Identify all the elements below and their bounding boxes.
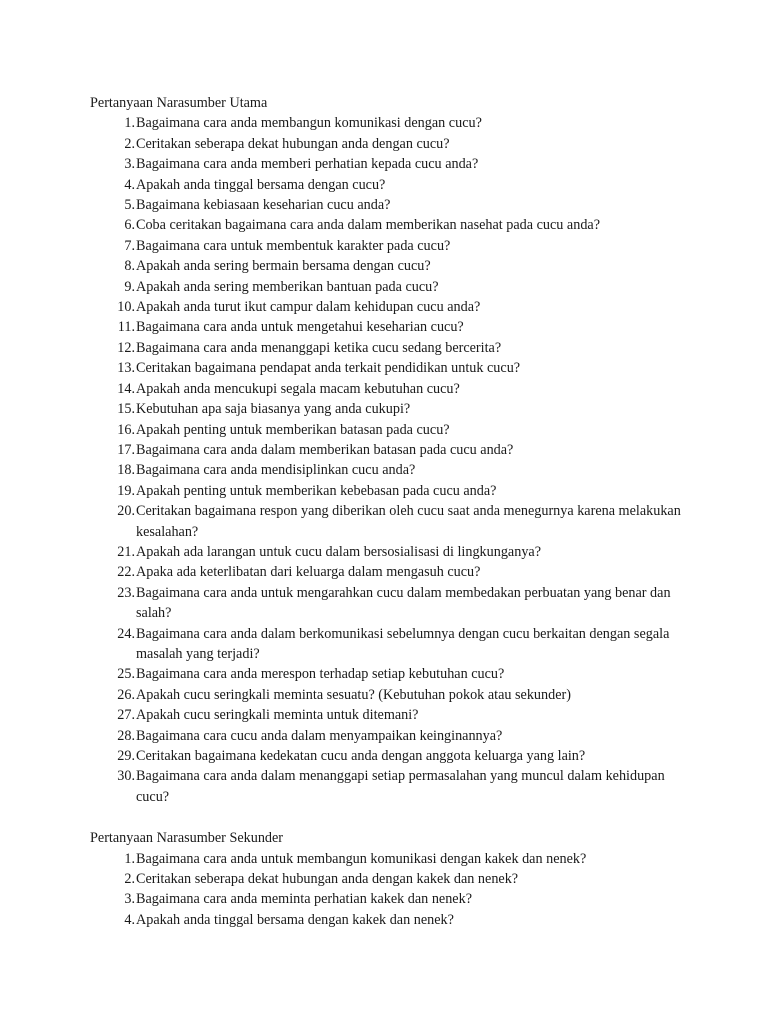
- question-number: 13.: [117, 360, 135, 377]
- question-text: Bagaimana cara anda merespon terhadap setiap kebutuhan cucu?: [136, 666, 505, 683]
- section-spacer: [90, 807, 690, 828]
- question-item: [90, 910, 690, 930]
- question-text: Apakah anda tinggal bersama dengan kakek dan nenek?: [136, 911, 454, 928]
- question-item: [90, 195, 690, 215]
- question-text: Apaka ada keterlibatan dari keluarga dalam mengasuh cucu?: [136, 564, 481, 581]
- question-number: 8.: [124, 258, 135, 275]
- question-number: 2.: [124, 135, 135, 152]
- question-item: [90, 297, 690, 317]
- question-item: [90, 215, 690, 235]
- question-item: [90, 317, 690, 337]
- question-text: Apakah ada larangan untuk cucu dalam bersosialisasi di lingkunganya?: [136, 543, 542, 560]
- question-item: [90, 583, 690, 624]
- question-item: [90, 256, 690, 276]
- question-number: 22.: [117, 564, 135, 581]
- question-item: [90, 664, 690, 684]
- question-item: [90, 460, 690, 480]
- question-item: [90, 542, 690, 562]
- section-heading: Pertanyaan Narasumber Sekunder: [90, 830, 284, 847]
- question-text: Ceritakan bagaimana kedekatan cucu anda dengan anggota keluarga yang lain?: [136, 748, 586, 764]
- question-text: Apakah penting untuk memberikan kebebasan pada cucu anda?: [136, 482, 497, 499]
- question-number: 16.: [117, 421, 135, 438]
- question-item: [90, 379, 690, 399]
- question-text: Apakah anda mencukupi segala macam kebutuhan cucu?: [136, 380, 460, 397]
- question-number: 4.: [124, 176, 135, 193]
- question-number: 1.: [124, 850, 135, 867]
- question-number: 24.: [117, 625, 135, 642]
- question-number: 15.: [117, 401, 135, 418]
- question-item: [90, 236, 690, 256]
- section-heading: Pertanyaan Narasumber Utama: [90, 95, 268, 111]
- question-text: Bagaimana cara anda dalam menanggapi setiap permasalahan yang muncul dalam kehidupan cucu?: [136, 768, 665, 805]
- question-number: 11.: [117, 319, 135, 336]
- question-item: [90, 338, 690, 358]
- question-number: 7.: [124, 237, 135, 254]
- question-number: 3.: [124, 891, 135, 908]
- question-text: Apakah anda turut ikut campur dalam kehidupan cucu anda?: [136, 299, 481, 316]
- question-number: 2.: [124, 871, 135, 888]
- question-text: Bagaimana cara anda mendisiplinkan cucu anda?: [136, 462, 416, 479]
- question-number: 4.: [124, 911, 135, 928]
- question-item: [90, 154, 690, 174]
- question-number: 1.: [124, 115, 135, 132]
- question-text: Bagaimana cara anda meminta perhatian kakek dan nenek?: [136, 891, 472, 908]
- question-list: [90, 113, 690, 807]
- section-secondary-informant: [90, 828, 690, 930]
- question-text: Apakah cucu seringkali meminta sesuatu? (Kebutuhan pokok atau sekunder): [136, 686, 571, 703]
- question-number: 20.: [117, 503, 135, 520]
- question-number: 17.: [117, 441, 135, 458]
- question-number: 14.: [117, 380, 135, 397]
- question-item: [90, 562, 690, 582]
- question-item: [90, 624, 690, 665]
- question-number: 12.: [117, 339, 135, 356]
- question-item: [90, 869, 690, 889]
- question-text: Bagaimana cara anda menanggapi ketika cucu sedang bercerita?: [136, 339, 502, 356]
- question-item: [90, 399, 690, 419]
- question-list: [90, 849, 690, 931]
- question-item: [90, 175, 690, 195]
- question-text: Apakah anda tinggal bersama dengan cucu?: [136, 176, 386, 193]
- question-text: Bagaimana cara cucu anda dalam menyampaikan keinginannya?: [136, 727, 503, 744]
- question-text: Ceritakan seberapa dekat hubungan anda dengan kakek dan nenek?: [136, 871, 519, 888]
- question-item: [90, 277, 690, 297]
- question-number: 10.: [117, 299, 135, 316]
- question-number: 3.: [124, 156, 135, 173]
- question-number: 27.: [117, 707, 135, 724]
- question-text: Bagaimana kebiasaan keseharian cucu anda?: [136, 197, 391, 214]
- question-item: [90, 481, 690, 501]
- question-number: 18.: [117, 462, 135, 479]
- question-text: Bagaimana cara anda dalam memberikan batasan pada cucu anda?: [136, 441, 514, 458]
- question-number: 29.: [117, 748, 135, 764]
- question-item: [90, 113, 690, 133]
- question-number: 5.: [124, 197, 135, 214]
- question-number: 6.: [124, 217, 135, 234]
- question-item: [90, 705, 690, 725]
- question-number: 30.: [117, 768, 135, 785]
- question-text: Bagaimana cara anda membangun komunikasi dengan cucu?: [136, 115, 482, 132]
- question-item: [90, 501, 690, 542]
- question-text: Bagaimana cara untuk membentuk karakter pada cucu?: [136, 237, 451, 254]
- question-text: Bagaimana cara anda dalam berkomunikasi sebelumnya dengan cucu berkaitan dengan segala masalah yang terjadi?: [136, 625, 670, 662]
- question-text: Apakah cucu seringkali meminta untuk ditemani?: [136, 707, 419, 724]
- question-text: Apakah penting untuk memberikan batasan pada cucu?: [136, 421, 450, 438]
- question-number: 9.: [124, 278, 135, 295]
- question-item: [90, 766, 690, 807]
- section-primary-informant: [90, 93, 690, 807]
- question-text: Ceritakan bagaimana pendapat anda terkait pendidikan untuk cucu?: [136, 360, 521, 377]
- question-text: Coba ceritakan bagaimana cara anda dalam memberikan nasehat pada cucu anda?: [136, 217, 601, 234]
- question-text: Bagaimana cara anda memberi perhatian kepada cucu anda?: [136, 156, 479, 173]
- question-number: 19.: [117, 482, 135, 499]
- question-text: Ceritakan seberapa dekat hubungan anda dengan cucu?: [136, 135, 450, 152]
- question-number: 28.: [117, 727, 135, 744]
- question-item: [90, 849, 690, 869]
- question-item: [90, 134, 690, 154]
- question-number: 23.: [117, 584, 135, 601]
- document-page: [90, 93, 690, 930]
- question-item: [90, 358, 690, 378]
- question-number: 25.: [117, 666, 135, 683]
- question-text: Ceritakan bagaimana respon yang diberikan oleh cucu saat anda menegurnya karena melakukan kesalahan?: [136, 503, 681, 540]
- question-item: [90, 746, 690, 766]
- question-number: 21.: [117, 543, 135, 560]
- question-text: Apakah anda sering bermain bersama dengan cucu?: [136, 258, 431, 275]
- question-item: [90, 726, 690, 746]
- question-text: Bagaimana cara anda untuk membangun komunikasi dengan kakek dan nenek?: [136, 850, 587, 867]
- question-item: [90, 440, 690, 460]
- question-item: [90, 685, 690, 705]
- question-text: Bagaimana cara anda untuk mengarahkan cucu dalam membedakan perbuatan yang benar dan salah?: [136, 584, 671, 622]
- question-number: 26.: [117, 686, 135, 703]
- question-text: Apakah anda sering memberikan bantuan pada cucu?: [136, 278, 439, 295]
- question-text: Bagaimana cara anda untuk mengetahui keseharian cucu?: [136, 319, 464, 336]
- question-item: [90, 889, 690, 909]
- question-text: Kebutuhan apa saja biasanya yang anda cukupi?: [136, 401, 411, 418]
- question-item: [90, 420, 690, 440]
